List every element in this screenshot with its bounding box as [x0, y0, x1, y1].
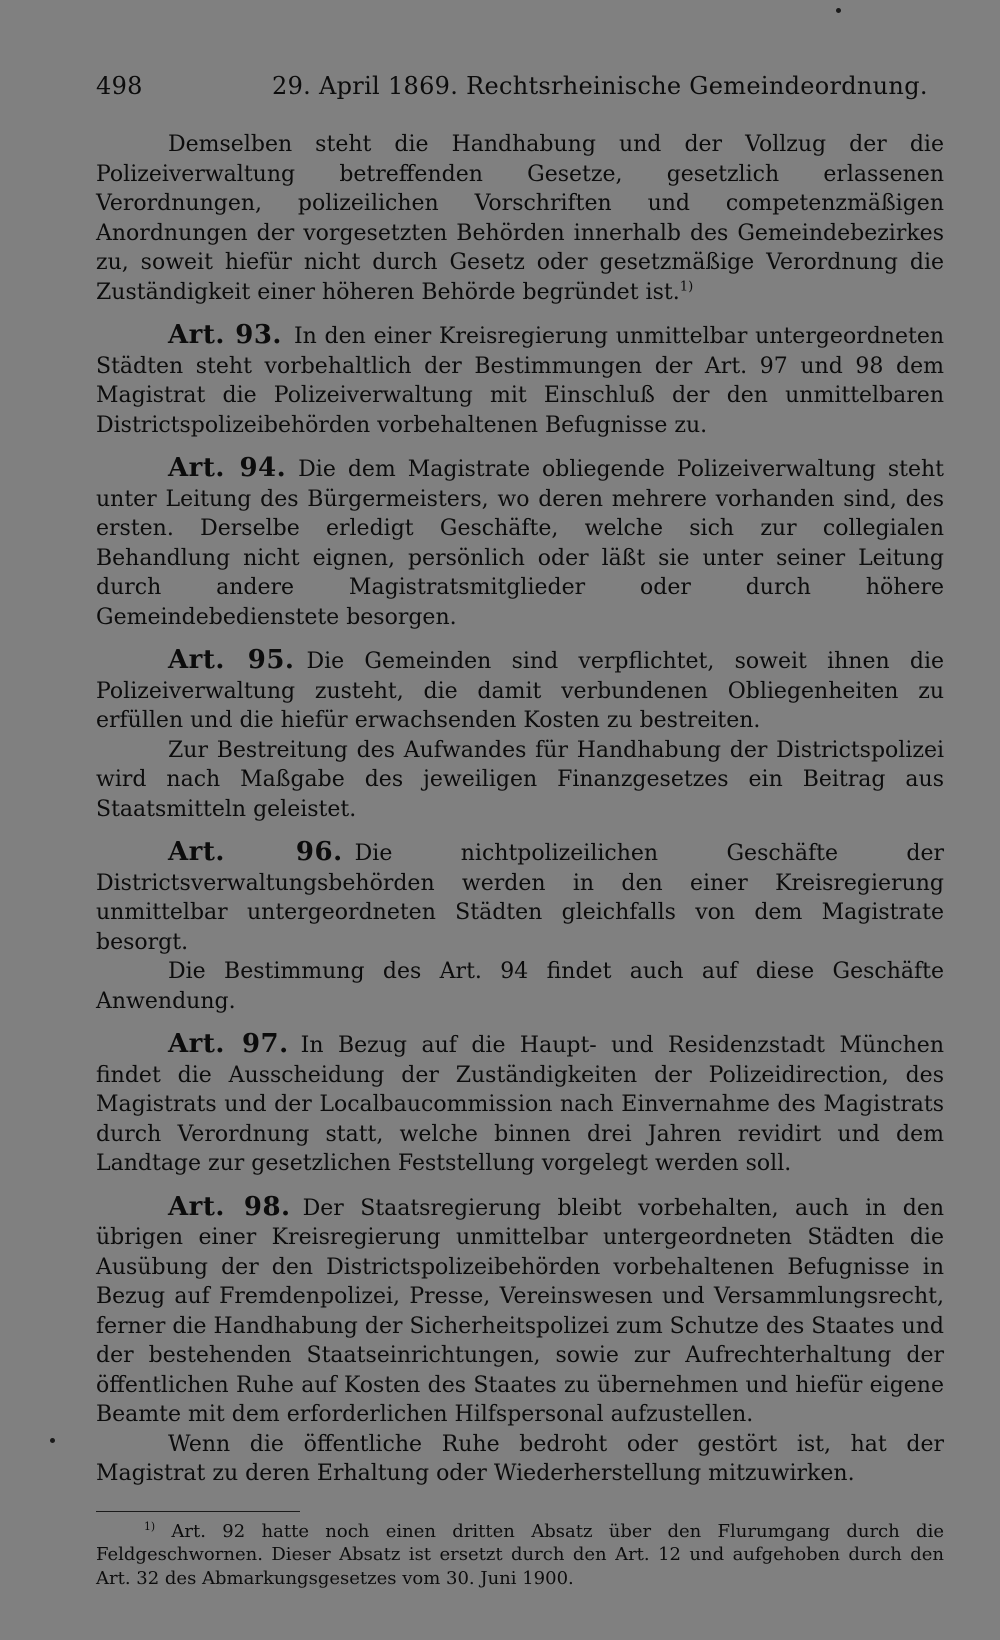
article-label: Art. 95.	[168, 645, 295, 675]
intro-text: Demselben steht die Handhabung und der Vollzug der die Polizeiverwaltung betreffenden Gesetze, gesetzlich erlassenen Verordnungen, polizeilichen Vorschriften und competenzmäßigen Anordnungen der vorgesetzten Behörden innerhalb des Gemeindebezirkes zu, soweit hiefür nicht durch Gesetz oder gesetzmäßige Verordnung die Zuständigkeit einer höheren Behörde begründet ist.	[96, 132, 944, 305]
body-text	[96, 130, 944, 1489]
article-text: Der Staatsregierung bleibt vorbehalten, auch in den übrigen einer Kreisregierung unmittelbar untergeordneten Städten die Ausübung der den Districtspolizeibehörden vorbehaltenen Befugnisse in Bezug auf Fremdenpolizei, Presse, Vereinswesen und Versammlungsrecht, ferner die Handhabung der Sicherheitspolizei zum Schutze des Staates und der bestehenden Staatseinrichtungen, sowie zur Aufrechterhaltung der öffentlichen Ruhe auf Kosten des Staates zu übernehmen und hiefür eigene Beamte mit dem erforderlichen Hilfspersonal aufzustellen.	[96, 1195, 945, 1427]
article-96-continuation: Die Bestimmung des Art. 94 findet auch auf diese Geschäfte Anwendung.	[96, 959, 944, 1014]
article-label: Art. 96.	[168, 837, 343, 867]
article-97	[96, 1030, 944, 1179]
article-94	[96, 454, 944, 632]
page-header	[96, 66, 944, 106]
footnote	[96, 1520, 944, 1591]
article-95	[96, 646, 944, 736]
article-label: Art. 93.	[168, 320, 282, 350]
article-93	[96, 321, 944, 440]
article-text: Die dem Magistrate obliegende Polizeiverwaltung steht unter Leitung des Bürgermeisters, wo deren mehrere vorhanden sind, des ersten. Derselbe erledigt Geschäfte, welche sich zur collegialen Behandlung nicht eignen, persönlich oder läßt sie unter seiner Leitung durch andere Magistratsmitglieder oder durch höhere Gemeindebedienstete besorgen.	[96, 457, 944, 630]
print-speck	[836, 8, 841, 13]
footnote-text: Art. 92 hatte noch einen dritten Absatz über den Flurumgang durch die Feldgeschwornen. Dieser Absatz ist ersetzt durch den Art. 12 und aufgehoben durch den Art. 32 des Abmarkungsgesetzes vom 30. Juni 1900.	[96, 1520, 944, 1589]
intro-paragraph	[96, 130, 944, 307]
article-label: Art. 98.	[168, 1191, 291, 1222]
page	[96, 66, 944, 1590]
footnote-reference: 1)	[679, 279, 694, 295]
footnote-marker: 1)	[144, 1519, 156, 1533]
article-98	[96, 1193, 944, 1430]
print-speck	[50, 1438, 55, 1443]
page-number: 498	[96, 72, 143, 100]
article-text: Die nichtpolizeilichen Geschäfte der Districtsverwaltungsbehörden werden in den einer Kreisregierung unmittelbar untergeordneten Städten gleichfalls von dem Magistrate besorgt.	[96, 841, 945, 955]
footnote-rule	[96, 1511, 300, 1512]
running-head: 29. April 1869. Rechtsrheinische Gemeindeordnung.	[272, 72, 928, 100]
article-95-continuation: Zur Bestreitung des Aufwandes für Handhabung der Districtspolizei wird nach Maßgabe des jeweiligen Finanzgesetzes ein Beitrag aus Staatsmitteln geleistet.	[96, 737, 944, 822]
article-96	[96, 838, 944, 957]
article-98-continuation: Wenn die öffentliche Ruhe bedroht oder gestört ist, hat der Magistrat zu deren Erhaltung oder Wiederherstellung mitzuwirken.	[96, 1431, 944, 1486]
article-label: Art. 97.	[168, 1029, 289, 1059]
article-text: In den einer Kreisregierung unmittelbar untergeordneten Städten steht vorbehaltlich der Bestimmungen der Art. 97 und 98 dem Magistrat die Polizeiverwaltung mit Einschluß der den unmittelbaren Districtspolizeibehörden vorbehaltenen Befugnisse zu.	[96, 324, 945, 438]
article-text: Die Gemeinden sind verpflichtet, soweit ihnen die Polizeiverwaltung zusteht, die damit verbundenen Obliegenheiten zu erfüllen und die hiefür erwachsenden Kosten zu bestreiten.	[96, 649, 945, 733]
article-label: Art. 94.	[168, 453, 287, 483]
article-text: In Bezug auf die Haupt- und Residenzstadt München findet die Ausscheidung der Zuständigkeiten der Polizeidirection, des Magistrats und der Localbaucommission nach Einvernahme des Magistrats durch Verordnung statt, welche binnen drei Jahren revidirt und dem Landtage zur gesetzlichen Feststellung vorgelegt werden soll.	[96, 1033, 944, 1176]
